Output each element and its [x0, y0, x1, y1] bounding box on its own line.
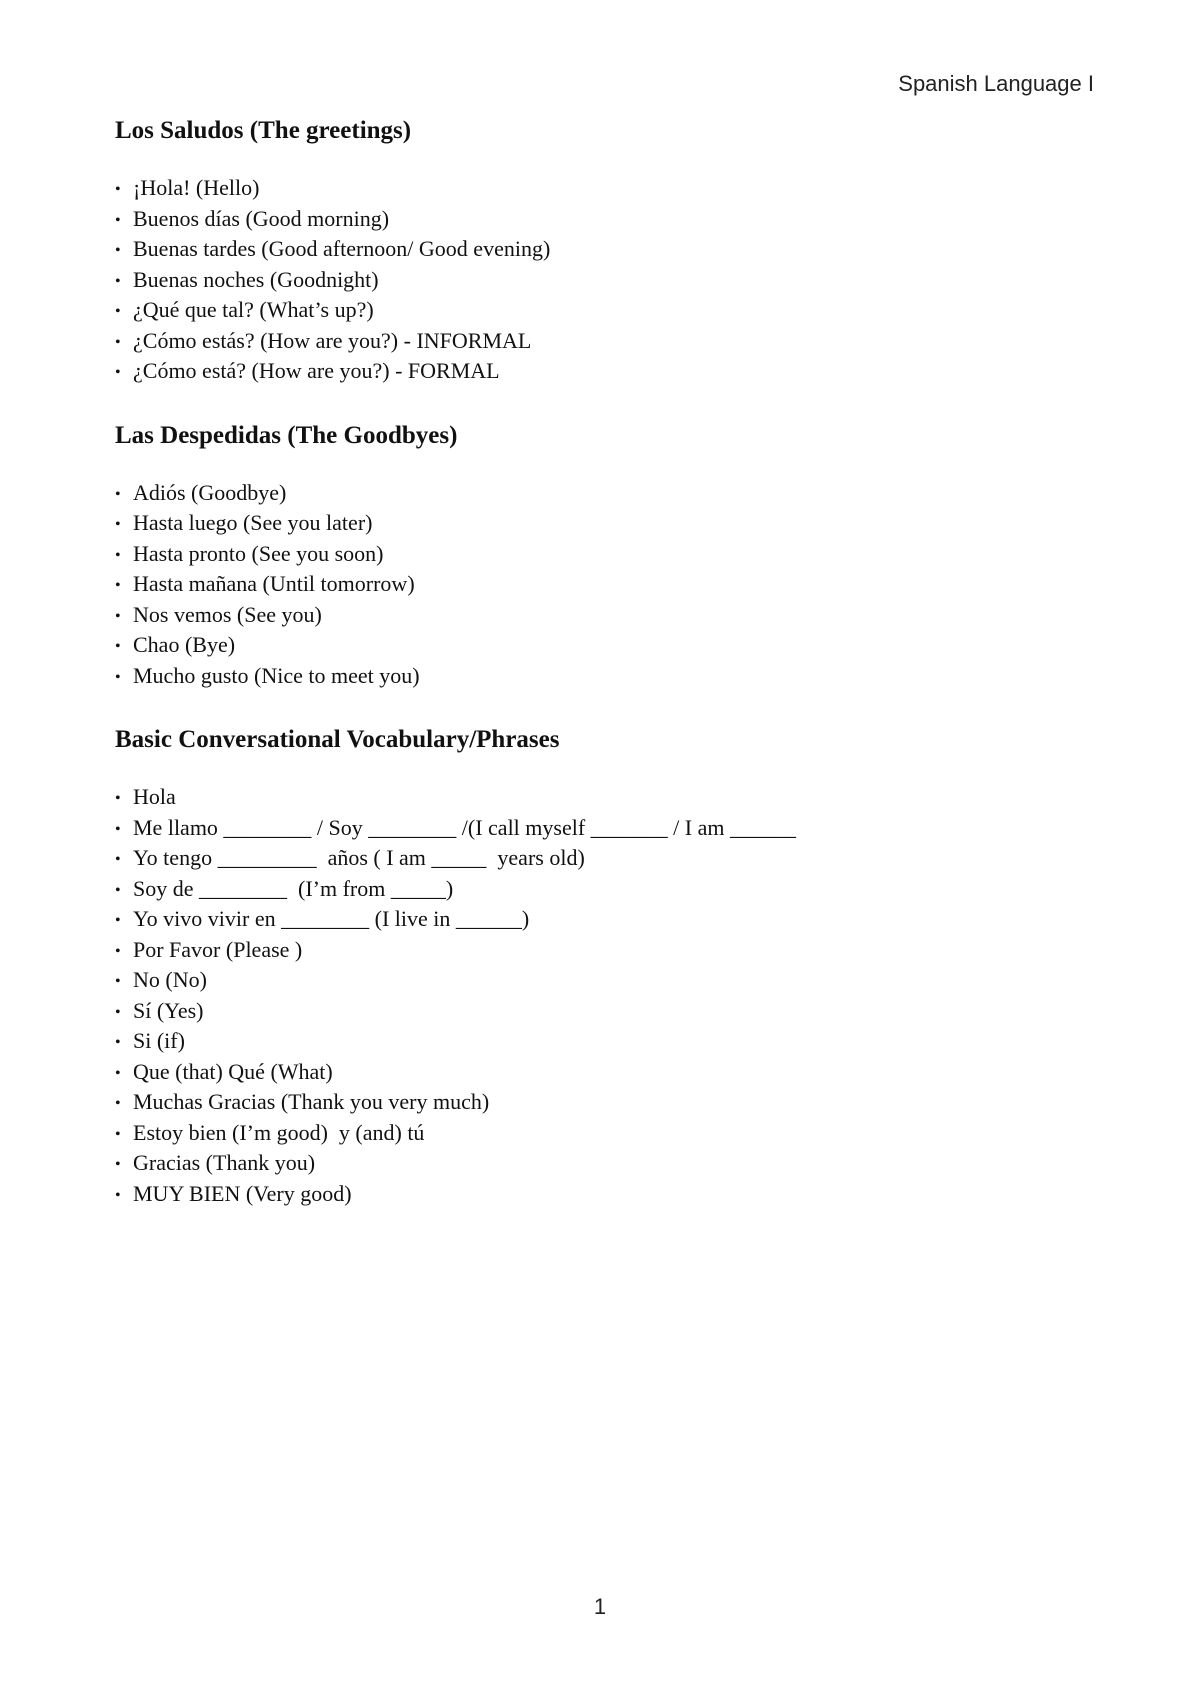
list-item — [115, 356, 1095, 387]
list-item-text: ¿Cómo estás? (How are you?) - INFORMAL — [133, 327, 532, 353]
list-item — [115, 813, 1095, 844]
list-item — [115, 600, 1095, 631]
list-item — [115, 843, 1095, 874]
list-item — [115, 1148, 1095, 1179]
bullet-icon: • — [115, 1003, 121, 1021]
list-item — [115, 782, 1095, 813]
list-item — [115, 1026, 1095, 1057]
list-item-text: Yo vivo vivir en ________ (I live in ______) — [133, 906, 530, 931]
list-item — [115, 874, 1095, 905]
bullet-icon: • — [115, 1125, 121, 1143]
bullet-icon: • — [115, 303, 121, 320]
bullet-icon: • — [115, 881, 121, 899]
bullet-icon: • — [115, 1095, 121, 1112]
list-item — [115, 1087, 1095, 1118]
list-item-text: Soy de ________ (I’m from _____) — [133, 875, 454, 901]
list-item-text: Yo tengo _________ años ( I am _____ years old) — [133, 845, 585, 870]
list-item — [115, 904, 1095, 935]
greetings-list — [115, 173, 1095, 387]
bullet-icon: • — [115, 1186, 121, 1204]
list-item — [115, 295, 1095, 326]
bullet-icon: • — [115, 333, 121, 351]
list-item-text: Buenos días (Good morning) — [133, 205, 390, 231]
bullet-icon: • — [115, 272, 121, 290]
list-item-text: Buenas tardes (Good afternoon/ Good evening) — [133, 236, 551, 261]
bullet-icon: • — [115, 668, 121, 686]
list-item — [115, 265, 1095, 296]
list-item — [115, 569, 1095, 600]
list-item — [115, 1057, 1095, 1088]
bullet-icon: • — [115, 1156, 121, 1173]
bullet-icon: • — [115, 607, 121, 625]
list-item — [115, 478, 1095, 509]
list-item-text: Gracias (Thank you) — [133, 1150, 316, 1175]
section-goodbyes — [115, 420, 1095, 692]
list-item-text: Hasta mañana (Until tomorrow) — [133, 571, 415, 596]
bullet-icon: • — [115, 820, 121, 838]
bullet-icon: • — [115, 364, 121, 381]
bullet-icon: • — [115, 577, 121, 594]
list-item — [115, 539, 1095, 570]
list-item — [115, 935, 1095, 966]
list-item — [115, 234, 1095, 265]
list-item — [115, 630, 1095, 661]
section-title-greetings: Los Saludos (The greetings) — [115, 117, 412, 144]
bullet-icon: • — [115, 485, 121, 503]
list-item-text: Nos vemos (See you) — [133, 601, 322, 627]
list-item-text: Que (that) Qué (What) — [133, 1058, 333, 1084]
list-item-text: No (No) — [133, 967, 207, 992]
list-item-text: Me llamo ________ / Soy ________ /(I call myself _______ / I am ______ — [133, 814, 796, 840]
bullet-icon: • — [115, 912, 121, 929]
section-title-goodbyes: Las Despedidas (The Goodbyes) — [115, 421, 458, 449]
bullet-icon: • — [115, 1064, 121, 1082]
list-item — [115, 326, 1095, 357]
list-item-text: Si (if) — [133, 1028, 185, 1053]
list-item-text: Estoy bien (I’m good) y (and) tú — [133, 1119, 425, 1145]
list-item-text: Hola — [133, 784, 176, 809]
list-item-text: Muchas Gracias (Thank you very much) — [133, 1089, 490, 1114]
list-item-text: Por Favor (Please ) — [133, 936, 303, 962]
section-basic-vocabulary — [115, 724, 1095, 1209]
list-item — [115, 173, 1095, 204]
section-title-basic-vocabulary: Basic Conversational Vocabulary/Phrases — [115, 726, 560, 753]
bullet-icon: • — [115, 1034, 121, 1051]
basic-vocabulary-list — [115, 782, 1095, 1209]
bullet-icon: • — [115, 973, 121, 990]
list-item-text: Hasta pronto (See you soon) — [133, 540, 384, 566]
goodbyes-list — [115, 478, 1095, 692]
list-item — [115, 1179, 1095, 1210]
list-item-text: Chao (Bye) — [133, 632, 236, 657]
bullet-icon: • — [115, 181, 121, 198]
bullet-icon: • — [115, 211, 121, 229]
bullet-icon: • — [115, 851, 121, 868]
list-item — [115, 965, 1095, 996]
list-item — [115, 204, 1095, 235]
document-body — [115, 115, 1095, 1209]
list-item-text: ¿Cómo está? (How are you?) - FORMAL — [133, 358, 500, 383]
list-item-text: MUY BIEN (Very good) — [133, 1180, 352, 1206]
list-item-text: Sí (Yes) — [133, 997, 204, 1023]
list-item-text: Hasta luego (See you later) — [133, 510, 373, 535]
bullet-icon: • — [115, 790, 121, 807]
list-item — [115, 661, 1095, 692]
bullet-icon: • — [115, 638, 121, 655]
section-greetings — [115, 115, 1095, 387]
list-item-text: Buenas noches (Goodnight) — [133, 266, 379, 292]
page-number: 1 — [593, 1594, 607, 1619]
bullet-icon: • — [115, 546, 121, 564]
course-header-label: Spanish Language I — [898, 71, 1094, 96]
bullet-icon: • — [115, 942, 121, 960]
list-item — [115, 1118, 1095, 1149]
list-item-text: Adiós (Goodbye) — [133, 479, 287, 505]
bullet-icon: • — [115, 516, 121, 533]
list-item-text: Mucho gusto (Nice to meet you) — [133, 662, 420, 688]
bullet-icon: • — [115, 242, 121, 259]
list-item — [115, 996, 1095, 1027]
list-item-text: ¡Hola! (Hello) — [133, 175, 260, 200]
list-item-text: ¿Qué que tal? (What’s up?) — [133, 297, 374, 322]
list-item — [115, 508, 1095, 539]
